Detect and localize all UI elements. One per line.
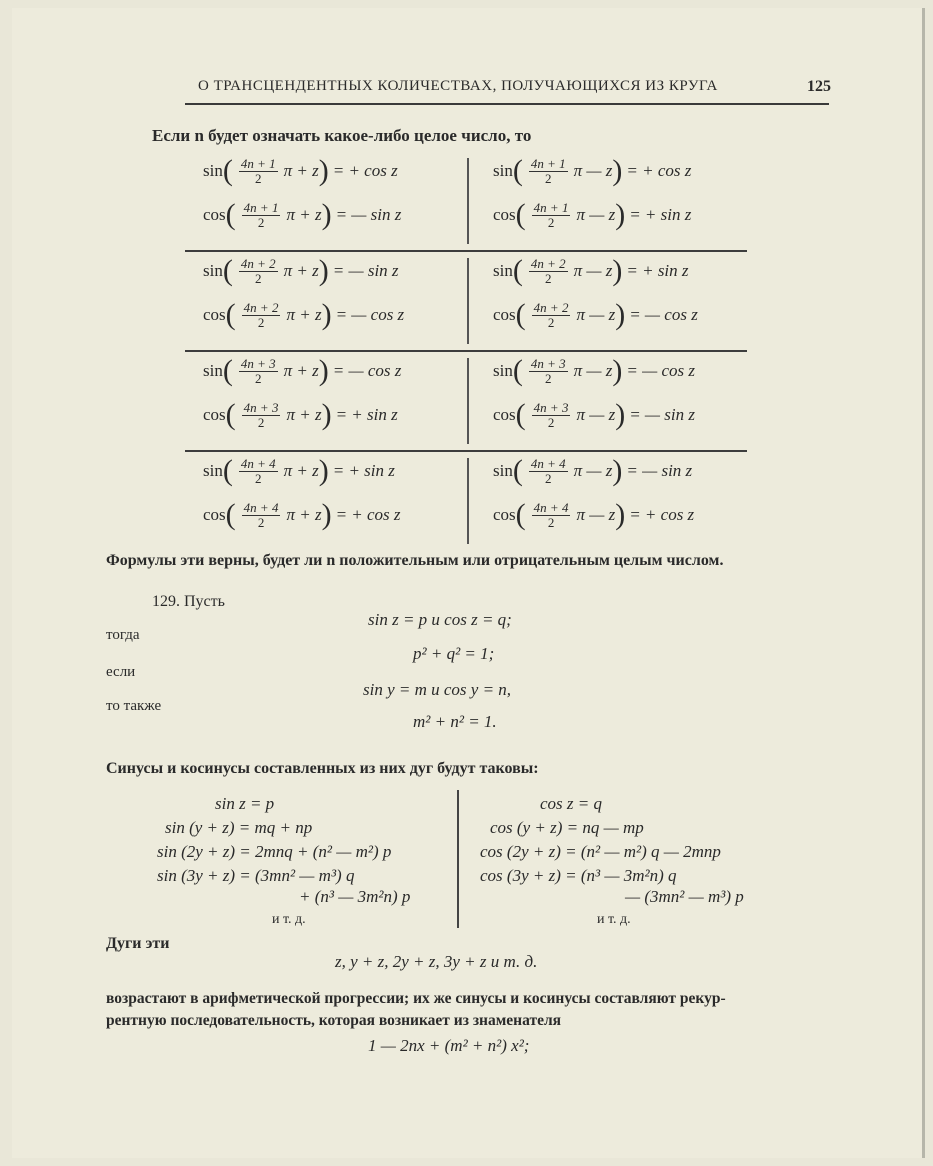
denominator: 2 bbox=[544, 170, 552, 186]
denominator: 2 bbox=[547, 214, 555, 230]
argument: π — z bbox=[576, 205, 616, 224]
numerator: 4n + 1 bbox=[533, 199, 569, 215]
right-hand-side: = — cos z bbox=[629, 305, 698, 324]
right-hand-side: = + sin z bbox=[626, 261, 689, 280]
running-header: О ТРАНСЦЕНДЕНТНЫХ КОЛИЧЕСТВАХ, ПОЛУЧАЮЩИХСЯ ИЗ КРУГА bbox=[198, 78, 718, 94]
open-paren: ( bbox=[512, 254, 523, 287]
intro-text: Если n будет означать какое-либо целое число, то bbox=[152, 126, 532, 145]
right-hand-side: = — sin z bbox=[335, 205, 402, 224]
sine-line-2: sin (y + z) = mq + np bbox=[165, 818, 313, 837]
header-rule bbox=[185, 103, 829, 105]
numerator: 4n + 4 bbox=[533, 499, 569, 515]
sine-line-1: sin z = p bbox=[215, 794, 275, 813]
fraction bbox=[532, 401, 571, 429]
argument: π + z bbox=[283, 461, 319, 480]
numerator: 4n + 2 bbox=[533, 299, 569, 315]
equation-4: m² + n² = 1. bbox=[413, 712, 497, 731]
argument: π + z bbox=[286, 405, 322, 424]
right-hand-side: = — sin z bbox=[332, 261, 399, 280]
denominator: 2 bbox=[547, 414, 555, 430]
formula-left-1 bbox=[203, 500, 401, 530]
argument: π — z bbox=[576, 305, 616, 324]
close-paren: ) bbox=[321, 198, 332, 231]
open-paren: ( bbox=[222, 454, 233, 487]
numerator: 4n + 2 bbox=[243, 299, 279, 315]
function-name: cos bbox=[203, 505, 226, 524]
fraction bbox=[242, 301, 281, 329]
formula-left-1 bbox=[203, 400, 398, 430]
right-hand-side: = — cos z bbox=[335, 305, 405, 324]
open-paren: ( bbox=[515, 298, 526, 331]
right-hand-side: = + cos z bbox=[626, 161, 692, 180]
argument: π + z bbox=[283, 161, 319, 180]
close-paren: ) bbox=[318, 154, 329, 187]
close-paren: ) bbox=[318, 354, 329, 387]
numerator: 4n + 4 bbox=[240, 455, 276, 471]
formula-column-divider bbox=[467, 258, 469, 344]
word-also: то также bbox=[106, 698, 162, 714]
formula-left-0 bbox=[203, 156, 398, 186]
open-paren: ( bbox=[515, 198, 526, 231]
arcs-label: Дуги эти bbox=[106, 935, 170, 952]
argument: π + z bbox=[283, 261, 319, 280]
fraction bbox=[529, 357, 568, 385]
equation-2: p² + q² = 1; bbox=[413, 644, 495, 663]
open-paren: ( bbox=[512, 454, 523, 487]
open-paren: ( bbox=[222, 154, 233, 187]
cosine-line-3: cos (2y + z) = (n² — m²) q — 2mnp bbox=[480, 842, 721, 861]
cosine-line-4: cos (3y + z) = (n³ — 3m²n) q bbox=[480, 866, 677, 885]
fraction bbox=[239, 157, 278, 185]
open-paren: ( bbox=[512, 354, 523, 387]
numerator: 4n + 1 bbox=[530, 155, 566, 171]
argument: π + z bbox=[286, 505, 322, 524]
close-paren: ) bbox=[321, 298, 332, 331]
formula-right-1 bbox=[493, 500, 694, 530]
formula-block bbox=[185, 350, 747, 450]
close-paren: ) bbox=[318, 254, 329, 287]
sine-line-5: + (n³ — 3m²n) p bbox=[299, 887, 411, 906]
formula-right-0 bbox=[493, 156, 691, 186]
close-paren: ) bbox=[321, 498, 332, 531]
argument: π — z bbox=[576, 405, 616, 424]
function-name: sin bbox=[203, 461, 223, 480]
sine-etc: и т. д. bbox=[272, 912, 306, 927]
fraction bbox=[239, 457, 278, 485]
numerator: 4n + 3 bbox=[240, 355, 276, 371]
word-then: тогда bbox=[106, 627, 140, 643]
open-paren: ( bbox=[515, 498, 526, 531]
sine-line-4: sin (3y + z) = (3mn² — m³) q bbox=[157, 866, 355, 885]
fraction bbox=[529, 157, 568, 185]
open-paren: ( bbox=[225, 298, 236, 331]
equation-3: sin y = m и cos y = n, bbox=[363, 680, 512, 699]
function-name: cos bbox=[203, 405, 226, 424]
formula-right-1 bbox=[493, 400, 695, 430]
right-hand-side: = — cos z bbox=[626, 361, 695, 380]
argument: π + z bbox=[283, 361, 319, 380]
function-name: sin bbox=[493, 161, 513, 180]
numerator: 4n + 4 bbox=[530, 455, 566, 471]
page-number: 125 bbox=[807, 78, 831, 95]
open-paren: ( bbox=[225, 198, 236, 231]
close-paren: ) bbox=[318, 454, 329, 487]
right-hand-side: = — sin z bbox=[626, 461, 693, 480]
function-name: sin bbox=[493, 361, 513, 380]
right-hand-side: = — cos z bbox=[332, 361, 402, 380]
paragraph-line-1: возрастают в арифметической прогрессии; их же синусы и косинусы составляют рекур- bbox=[106, 990, 726, 1007]
cosine-etc: и т. д. bbox=[597, 912, 631, 927]
paragraph-line-2: рентную последовательность, которая возникает из знаменателя bbox=[106, 1012, 562, 1029]
close-paren: ) bbox=[615, 398, 626, 431]
right-hand-side: = + cos z bbox=[629, 505, 695, 524]
column-divider bbox=[457, 790, 459, 928]
denominator: 2 bbox=[257, 314, 265, 330]
right-hand-side: = + sin z bbox=[629, 205, 692, 224]
formula-left-0 bbox=[203, 256, 399, 286]
denominator: 2 bbox=[257, 414, 265, 430]
function-name: sin bbox=[203, 261, 223, 280]
function-name: sin bbox=[493, 461, 513, 480]
fraction bbox=[239, 357, 278, 385]
formula-right-0 bbox=[493, 256, 689, 286]
denominator: 2 bbox=[254, 370, 262, 386]
close-paren: ) bbox=[612, 154, 623, 187]
fraction bbox=[242, 501, 281, 529]
formula-column-divider bbox=[467, 358, 469, 444]
denominator: 2 bbox=[544, 470, 552, 486]
formula-right-1 bbox=[493, 300, 698, 330]
note-text: Формулы эти верны, будет ли n положительным или отрицательным целым числом. bbox=[106, 552, 724, 569]
right-hand-side: = + sin z bbox=[335, 405, 398, 424]
open-paren: ( bbox=[225, 398, 236, 431]
close-paren: ) bbox=[615, 198, 626, 231]
fraction bbox=[532, 501, 571, 529]
close-paren: ) bbox=[612, 454, 623, 487]
sentence-compound-arcs: Синусы и косинусы составленных из них дуг будут таковы: bbox=[106, 760, 539, 777]
cosine-line-1: cos z = q bbox=[540, 794, 602, 813]
equation-1: sin z = p и cos z = q; bbox=[368, 610, 512, 629]
open-paren: ( bbox=[225, 498, 236, 531]
function-name: sin bbox=[203, 361, 223, 380]
fraction bbox=[242, 201, 281, 229]
close-paren: ) bbox=[612, 254, 623, 287]
denominator: 2 bbox=[547, 514, 555, 530]
denominator: 2 bbox=[254, 470, 262, 486]
argument: π + z bbox=[286, 205, 322, 224]
function-name: sin bbox=[203, 161, 223, 180]
right-hand-side: = + cos z bbox=[335, 505, 401, 524]
denominator: 2 bbox=[254, 170, 262, 186]
section-heading: 129. Пусть bbox=[152, 593, 225, 610]
close-paren: ) bbox=[615, 498, 626, 531]
right-hand-side: = + sin z bbox=[332, 461, 395, 480]
denominator: 2 bbox=[544, 370, 552, 386]
fraction bbox=[529, 257, 568, 285]
formula-right-0 bbox=[493, 456, 692, 486]
numerator: 4n + 2 bbox=[240, 255, 276, 271]
numerator: 4n + 1 bbox=[243, 199, 279, 215]
open-paren: ( bbox=[222, 254, 233, 287]
numerator: 4n + 1 bbox=[240, 155, 276, 171]
close-paren: ) bbox=[612, 354, 623, 387]
function-name: cos bbox=[203, 305, 226, 324]
formula-right-1 bbox=[493, 200, 691, 230]
denominator: 2 bbox=[257, 514, 265, 530]
formula-left-1 bbox=[203, 200, 401, 230]
fraction bbox=[239, 257, 278, 285]
open-paren: ( bbox=[222, 354, 233, 387]
function-name: sin bbox=[493, 261, 513, 280]
numerator: 4n + 4 bbox=[243, 499, 279, 515]
argument: π — z bbox=[573, 461, 613, 480]
close-paren: ) bbox=[321, 398, 332, 431]
function-name: cos bbox=[203, 205, 226, 224]
denominator: 2 bbox=[544, 270, 552, 286]
function-name: cos bbox=[493, 405, 516, 424]
formula-block bbox=[185, 250, 747, 350]
formula-block bbox=[185, 152, 747, 250]
formula-left-0 bbox=[203, 356, 401, 386]
argument: π — z bbox=[576, 505, 616, 524]
right-hand-side: = + cos z bbox=[332, 161, 398, 180]
argument: π — z bbox=[573, 361, 613, 380]
function-name: cos bbox=[493, 505, 516, 524]
argument: π — z bbox=[573, 261, 613, 280]
fraction bbox=[532, 301, 571, 329]
function-name: cos bbox=[493, 205, 516, 224]
denominator: 2 bbox=[257, 214, 265, 230]
formula-table bbox=[185, 152, 747, 550]
numerator: 4n + 2 bbox=[530, 255, 566, 271]
cosine-line-2: cos (y + z) = nq — mp bbox=[490, 818, 644, 837]
formula-block bbox=[185, 450, 747, 550]
fraction bbox=[532, 201, 571, 229]
open-paren: ( bbox=[515, 398, 526, 431]
numerator: 4n + 3 bbox=[533, 399, 569, 415]
formula-column-divider bbox=[467, 158, 469, 244]
final-equation: 1 — 2nx + (m² + n²) x²; bbox=[368, 1036, 530, 1055]
numerator: 4n + 3 bbox=[243, 399, 279, 415]
argument: π — z bbox=[573, 161, 613, 180]
cosine-line-5: — (3mn² — m³) p bbox=[625, 887, 744, 906]
fraction bbox=[242, 401, 281, 429]
formula-left-1 bbox=[203, 300, 404, 330]
denominator: 2 bbox=[254, 270, 262, 286]
close-paren: ) bbox=[615, 298, 626, 331]
formula-right-0 bbox=[493, 356, 695, 386]
open-paren: ( bbox=[512, 154, 523, 187]
denominator: 2 bbox=[547, 314, 555, 330]
formula-left-0 bbox=[203, 456, 395, 486]
fraction bbox=[529, 457, 568, 485]
sine-line-3: sin (2y + z) = 2mnq + (n² — m²) p bbox=[157, 842, 392, 861]
right-hand-side: = — sin z bbox=[629, 405, 695, 424]
argument: π + z bbox=[286, 305, 322, 324]
word-if: если bbox=[106, 664, 136, 680]
arcs-equation: z, y + z, 2y + z, 3y + z и т. д. bbox=[335, 952, 538, 971]
numerator: 4n + 3 bbox=[530, 355, 566, 371]
function-name: cos bbox=[493, 305, 516, 324]
formula-column-divider bbox=[467, 458, 469, 544]
